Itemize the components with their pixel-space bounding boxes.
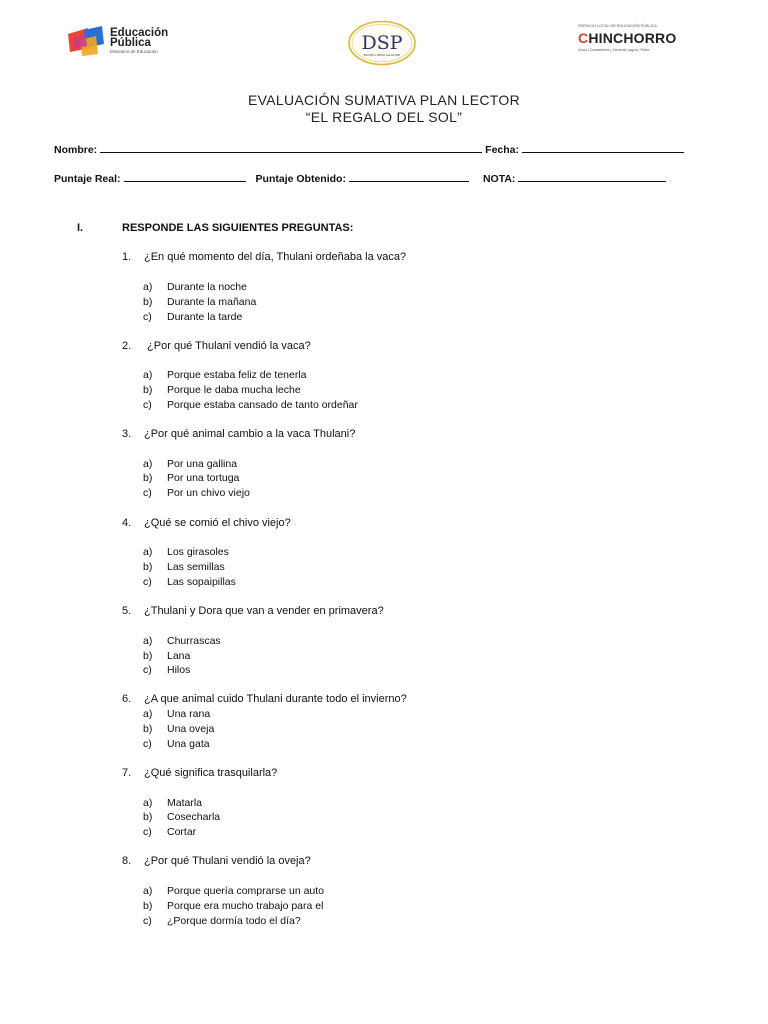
option-text: Matarla — [167, 797, 203, 809]
option-text: Porque le daba mucha leche — [167, 384, 301, 396]
chinchorro-brand-rest: HINCHORRO — [588, 30, 677, 46]
option-text: Por una tortuga — [167, 472, 240, 484]
option-letter: c) — [143, 664, 152, 676]
puntaje-real-field[interactable] — [124, 172, 246, 182]
option-text: Una gata — [167, 738, 210, 750]
question-5-option-c[interactable] — [143, 664, 190, 676]
option-letter: b) — [143, 811, 153, 823]
chinchorro-brand-initial: C — [578, 30, 589, 46]
educacion-publica-logo-mark-icon — [66, 26, 106, 56]
question-number: 5. — [122, 605, 132, 617]
option-text: Porque estaba cansado de tanto ordeñar — [167, 399, 358, 411]
question-text: ¿Qué se comió el chivo viejo? — [144, 517, 291, 529]
option-text: Una rana — [167, 708, 211, 720]
option-text: Hilos — [167, 664, 191, 676]
question-8-option-c[interactable] — [143, 915, 301, 927]
section-heading: RESPONDE LAS SIGUIENTES PREGUNTAS: — [122, 222, 354, 234]
question-6-option-b[interactable] — [143, 723, 214, 735]
exam-title: EVALUACIÓN SUMATIVA PLAN LECTOR — [248, 92, 520, 108]
nota-label: NOTA: — [482, 173, 516, 185]
question-4-option-b[interactable] — [143, 561, 225, 573]
option-text: Porque estaba feliz de tenerla — [167, 369, 307, 381]
question-6-option-a[interactable] — [143, 708, 210, 720]
option-letter: b) — [143, 384, 153, 396]
option-text: ¿Porque dormía todo el día? — [167, 915, 301, 927]
question-8 — [122, 855, 311, 867]
option-text: Churrascas — [167, 635, 221, 647]
question-text: ¿Por qué Thulani vendió la vaca? — [144, 340, 311, 352]
question-text: ¿Thulani y Dora que van a vender en primavera? — [144, 605, 384, 617]
question-1-option-b[interactable] — [143, 296, 256, 308]
educacion-publica-logo — [66, 26, 186, 58]
question-7-option-c[interactable] — [143, 826, 196, 838]
option-letter: c) — [143, 826, 152, 838]
seal-caption: ESCUELA DIEGO SALAS PAZ — [363, 54, 401, 57]
nota-field[interactable] — [518, 172, 666, 182]
option-letter: c) — [143, 738, 152, 750]
fecha-label: Fecha: — [485, 144, 520, 156]
puntaje-obtenido-field[interactable] — [349, 172, 469, 182]
student-info-row-1 — [54, 143, 687, 156]
question-3-option-a[interactable] — [143, 458, 237, 470]
school-seal-logo — [347, 20, 417, 66]
question-text: ¿Por qué animal cambio a la vaca Thulani? — [144, 428, 356, 440]
option-text: Los girasoles — [167, 546, 229, 558]
question-7-option-a[interactable] — [143, 797, 202, 809]
option-letter: c) — [143, 311, 152, 323]
exam-subtitle: “EL REGALO DEL SOL” — [305, 109, 463, 125]
question-2-option-a[interactable] — [143, 369, 307, 381]
question-3-option-c[interactable] — [143, 487, 250, 499]
question-8-option-b[interactable] — [143, 900, 323, 912]
chinchorro-brand — [578, 30, 676, 46]
option-text: Las sopaipillas — [167, 576, 236, 588]
puntaje-real-label: Puntaje Real: — [54, 173, 121, 185]
option-text: Una oveja — [167, 723, 215, 735]
option-text: Porque quería comprarse un auto — [167, 885, 325, 897]
logo-left-line3: Ministerio de Educación — [110, 49, 158, 54]
option-text: Las semillas — [167, 561, 225, 573]
chinchorro-logo-bottom-text: Arica | Camarones | General Lagos | Putre — [578, 48, 650, 52]
question-1 — [122, 251, 406, 263]
option-letter: b) — [143, 900, 153, 912]
option-letter: a) — [143, 635, 153, 647]
question-2-option-c[interactable] — [143, 399, 358, 411]
option-text: Durante la tarde — [167, 311, 243, 323]
question-4-option-c[interactable] — [143, 576, 236, 588]
option-text: Cortar — [167, 826, 197, 838]
nombre-label: Nombre: — [54, 144, 98, 156]
section-number: I. — [77, 222, 84, 234]
question-6-option-c[interactable] — [143, 738, 210, 750]
option-text: Por un chivo viejo — [167, 487, 250, 499]
option-letter: c) — [143, 915, 152, 927]
question-number: 4. — [122, 517, 132, 529]
question-text: ¿Por qué Thulani vendió la oveja? — [144, 855, 311, 867]
question-number: 1. — [122, 251, 132, 263]
question-6 — [122, 693, 407, 705]
logo-left-line1: Educación — [110, 27, 169, 39]
option-letter: a) — [143, 281, 153, 293]
option-letter: a) — [143, 797, 153, 809]
question-number: 8. — [122, 855, 132, 867]
option-letter: b) — [143, 723, 153, 735]
question-5 — [122, 605, 384, 617]
question-4 — [122, 517, 291, 529]
question-7-option-b[interactable] — [143, 811, 220, 823]
question-3-option-b[interactable] — [143, 472, 239, 484]
nombre-field[interactable] — [100, 143, 482, 153]
question-number: 7. — [122, 767, 132, 779]
option-letter: b) — [143, 472, 153, 484]
option-letter: a) — [143, 458, 153, 470]
option-letter: b) — [143, 561, 153, 573]
question-text: ¿En qué momento del día, Thulani ordeñaba la vaca? — [144, 251, 407, 263]
question-number: 2. — [122, 340, 132, 352]
logo-left-line2: Pública — [110, 37, 151, 49]
option-letter: b) — [143, 650, 153, 662]
option-letter: a) — [143, 546, 153, 558]
chinchorro-logo — [576, 24, 686, 56]
question-4-option-a[interactable] — [143, 546, 229, 558]
school-seal-icon — [347, 20, 417, 66]
option-text: Durante la mañana — [167, 296, 257, 308]
chinchorro-logo-top-text: SERVICIO LOCAL DE EDUCACIÓN PÚBLICA — [578, 24, 657, 28]
option-text: Lana — [167, 650, 191, 662]
question-8-option-a[interactable] — [143, 885, 324, 897]
fecha-field[interactable] — [522, 143, 684, 153]
option-letter: a) — [143, 885, 153, 897]
option-letter: c) — [143, 576, 152, 588]
puntaje-obtenido-label: Puntaje Obtenido: — [255, 173, 346, 185]
option-text: Porque era mucho trabajo para el — [167, 900, 324, 912]
option-letter: c) — [143, 487, 152, 499]
question-7 — [122, 767, 277, 779]
question-number: 3. — [122, 428, 132, 440]
option-text: Por una gallina — [167, 458, 238, 470]
option-letter: b) — [143, 296, 153, 308]
question-text: ¿A que animal cuido Thulani durante todo el invierno? — [144, 693, 407, 705]
option-letter: a) — [143, 369, 153, 381]
question-text: ¿Qué significa trasquilarla? — [144, 767, 278, 779]
option-letter: c) — [143, 399, 152, 411]
question-number: 6. — [122, 693, 132, 705]
question-3 — [122, 428, 355, 440]
question-2-option-b[interactable] — [143, 384, 301, 396]
question-5-option-a[interactable] — [143, 635, 221, 647]
question-5-option-b[interactable] — [143, 650, 190, 662]
question-1-option-c[interactable] — [143, 311, 242, 323]
question-1-option-a[interactable] — [143, 281, 247, 293]
student-info-row-2 — [54, 172, 669, 185]
seal-initials: DSP — [361, 32, 403, 54]
option-text: Cosecharla — [167, 811, 221, 823]
option-letter: a) — [143, 708, 153, 720]
option-text: Durante la noche — [167, 281, 247, 293]
question-2 — [122, 340, 311, 352]
